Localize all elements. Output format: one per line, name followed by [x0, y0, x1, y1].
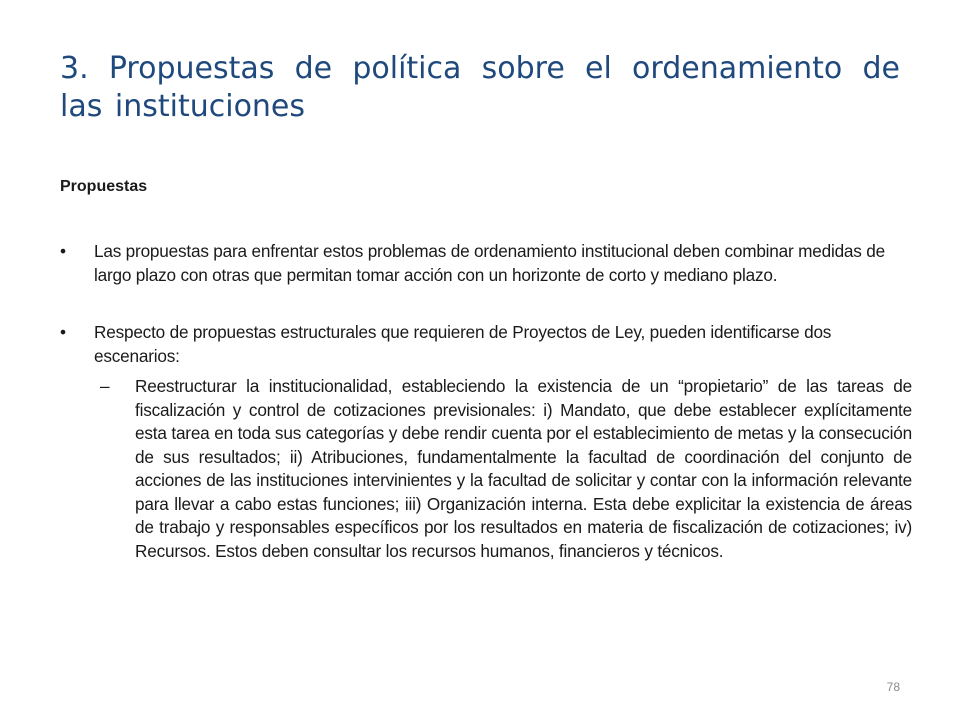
bullet-marker-icon: •: [60, 241, 66, 261]
bullet-marker-icon: •: [60, 322, 66, 342]
bullet-text: Las propuestas para enfrentar estos problemas de ordenamiento institucional deben combinar medidas de largo plazo con otras que permitan tomar acción con un horizonte de corto y mediano plazo.: [94, 241, 885, 285]
section-label: Propuestas: [60, 178, 148, 195]
slide-title: 3. Propuestas de política sobre el ordenamiento de las instituciones: [60, 51, 900, 124]
sub-bullet-text: Reestructurar la institucionalidad, estableciendo la existencia de un “propietario” de las tareas de fiscalización y control de cotizaciones previsionales: i) Mandato, que debe establecer explícitamente esta tarea en toda sus categorías y debe rendir cuenta por el establecimiento de metas y la consecución de sus resultados; ii) Atribuciones, fundamentalmente la facultad de coordinación del conjunto de acciones de las instituciones intervinientes y la facultad de solicitar y contar con la información relevante para llevar a cabo estas funciones; iii) Organización interna. Esta debe explicitar la existencia de áreas de trabajo y responsables específicos por los resultados en materia de fiscalización de cotizaciones; iv) Recursos. Estos deben consultar los recursos humanos, financieros y técnicos.: [135, 376, 912, 561]
bullet-text: Respecto de propuestas estructurales que requieren de Proyectos de Ley, pueden identificarse dos escenarios:: [94, 322, 832, 366]
bullet-list: [60, 240, 912, 368]
slide-body: [60, 176, 912, 563]
page-number: 78: [886, 680, 900, 694]
bullet-item: [60, 321, 912, 368]
sub-bullet-item: [60, 375, 912, 563]
bullet-item: [60, 240, 912, 287]
dash-marker-icon: –: [100, 376, 110, 396]
